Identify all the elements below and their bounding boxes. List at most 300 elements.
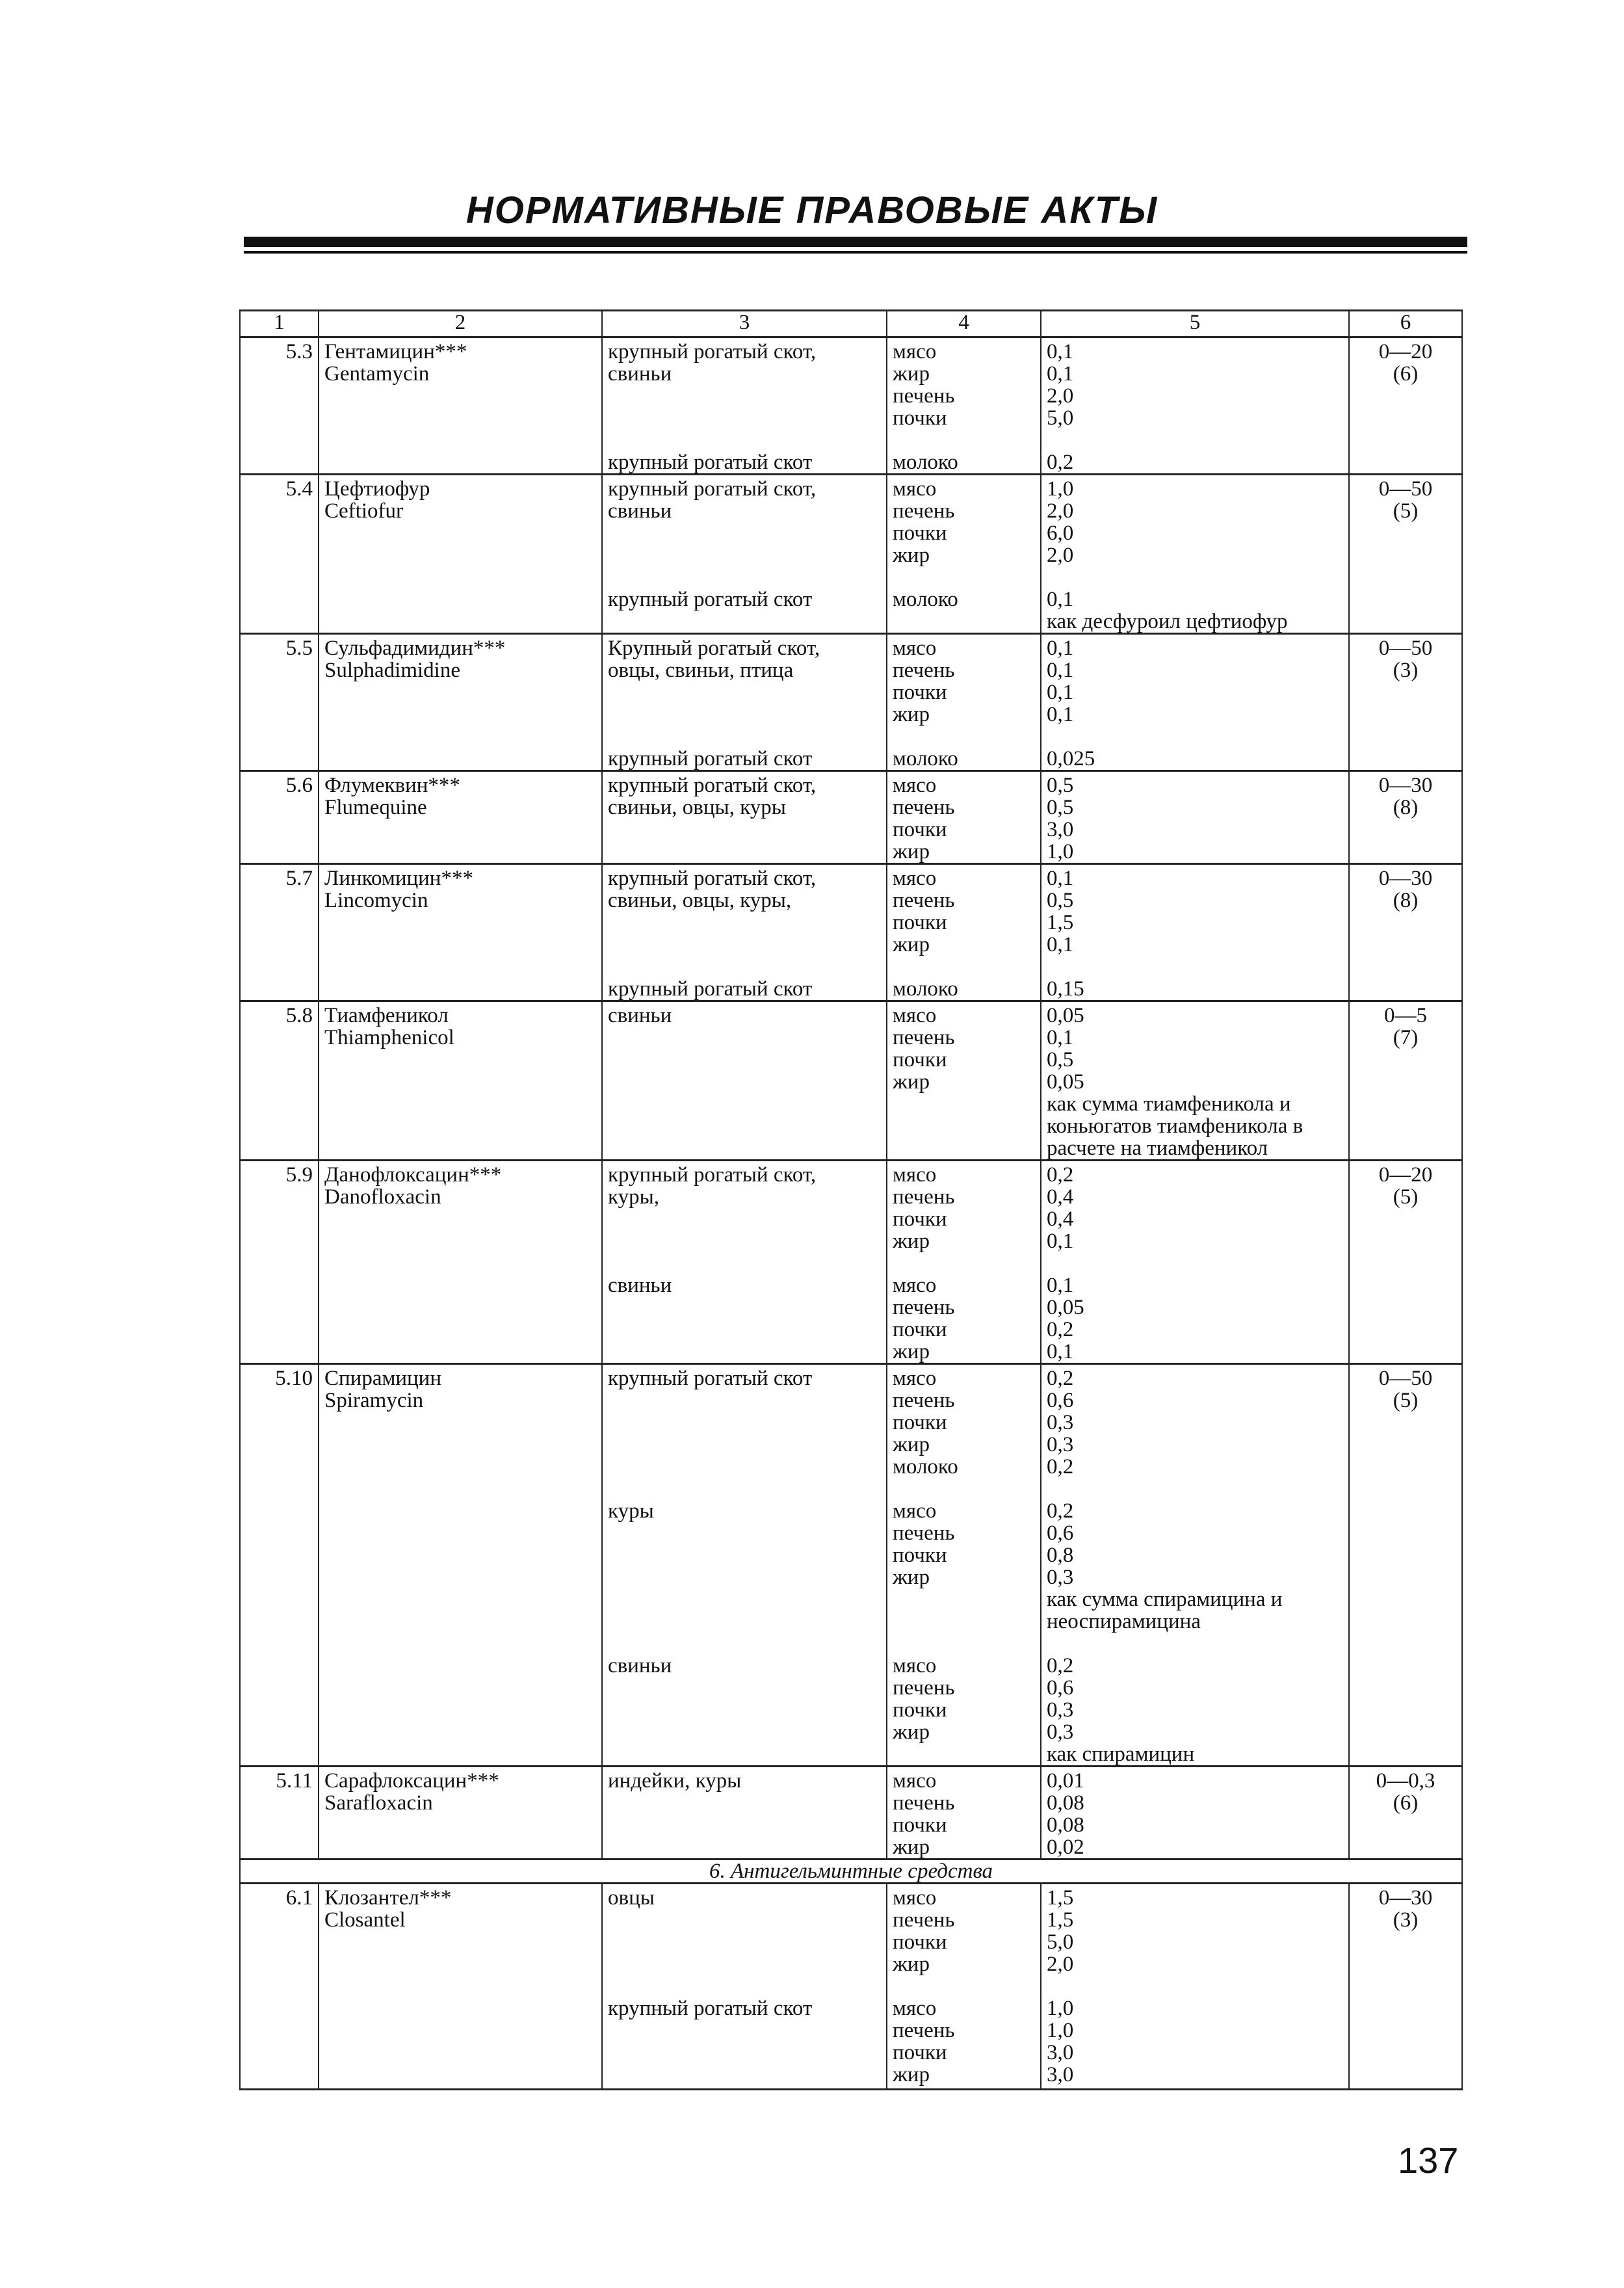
substance-name-en: Sarafloxacin	[324, 1791, 433, 1815]
adi-cell	[1349, 771, 1462, 864]
section-heading: 6. Антигельминтные средства	[240, 1860, 1462, 1884]
mrl-value: 1,5	[1047, 1908, 1074, 1932]
substance-name-en: Lincomycin	[324, 889, 428, 912]
substance-cell	[319, 1252, 602, 1364]
tissue-cell	[887, 956, 1041, 1001]
substance-cell	[319, 429, 602, 475]
mrl-value: 0,3	[1047, 1698, 1074, 1722]
animal-species-cell	[602, 1478, 887, 1633]
mrl-note: коньюгатов тиамфеникола в	[1047, 1114, 1303, 1138]
mrl-note: как сумма спирамицина и	[1047, 1588, 1283, 1611]
mrl-value: 1,0	[1047, 840, 1074, 863]
mrl-value: 0,05	[1047, 1296, 1084, 1319]
animal-species-cell	[602, 1767, 887, 1860]
entry-number-cell	[240, 1161, 319, 1253]
mrl-value: 0,3	[1047, 1411, 1074, 1434]
column-header: 6	[1349, 311, 1462, 337]
mrl-value: 1,5	[1047, 911, 1074, 934]
substance-cell	[319, 337, 602, 430]
mrl-value: 0,02	[1047, 1835, 1084, 1859]
spacer	[1047, 956, 1343, 978]
mrl-value: 0,1	[1047, 1026, 1074, 1049]
table-row	[240, 1884, 1462, 1976]
tissue-name: почки	[893, 1544, 947, 1567]
spacer	[1047, 726, 1343, 748]
mrl-value: 5,0	[1047, 1930, 1074, 1954]
substance-name-ru: Сульфадимидин***	[324, 637, 506, 660]
mrl-value: 0,6	[1047, 1676, 1074, 1700]
entry-number-cell	[240, 1364, 319, 1479]
table-row	[240, 1252, 1462, 1364]
animal-species: свиньи, овцы, куры	[608, 796, 786, 819]
tissue-name: почки	[893, 1411, 947, 1434]
substance-name-en: Danofloxacin	[324, 1185, 441, 1209]
tissue-cell	[887, 1252, 1041, 1364]
animal-species-cell	[602, 956, 887, 1001]
tissue-name: мясо	[893, 1004, 937, 1027]
entry-number: 5.9	[285, 1163, 313, 1187]
tissue-name: почки	[893, 681, 947, 704]
substance-cell	[319, 1884, 602, 1976]
mrl-value: 0,1	[1047, 362, 1074, 386]
adi-cell	[1349, 1364, 1462, 1479]
tissue-name: мясо	[893, 867, 937, 890]
adi-reference: (6)	[1393, 362, 1419, 386]
column-header: 1	[240, 311, 319, 337]
mrl-value: 0,2	[1047, 451, 1074, 474]
entry-number-cell	[240, 1252, 319, 1364]
substance-cell	[319, 1633, 602, 1767]
table-row	[240, 337, 1462, 430]
mrl-value: 3,0	[1047, 818, 1074, 841]
spacer	[893, 566, 1035, 588]
mrl-value: 2,0	[1047, 384, 1074, 408]
spacer	[1047, 1478, 1343, 1500]
entry-number-cell	[240, 1884, 319, 1976]
substance-cell	[319, 864, 602, 956]
header-rule-thin	[244, 251, 1467, 254]
entry-number-cell	[240, 429, 319, 475]
adi-value: 0—50	[1378, 1367, 1433, 1390]
adi-cell	[1349, 726, 1462, 771]
entry-number: 5.3	[285, 340, 313, 363]
mrl-value: 0,6	[1047, 1521, 1074, 1545]
tissue-name: мясо	[893, 340, 937, 363]
animal-species-cell	[602, 1975, 887, 2090]
tissue-cell	[887, 1001, 1041, 1161]
mrl-value: 0,2	[1047, 1499, 1074, 1523]
tissue-name: мясо	[893, 477, 937, 501]
column-header: 2	[319, 311, 602, 337]
tissue-name: мясо	[893, 1886, 937, 1910]
adi-cell	[1349, 429, 1462, 475]
mrl-note: как сумма тиамфеникола и	[1047, 1092, 1291, 1116]
mrl-note: как десфуроил цефтиофур	[1047, 610, 1288, 633]
tissue-cell	[887, 771, 1041, 864]
entry-number: 5.5	[285, 637, 313, 660]
mrl-value: 0,4	[1047, 1185, 1074, 1209]
substance-name-en: Sulphadimidine	[324, 659, 460, 682]
table-row	[240, 1767, 1462, 1860]
spacer	[608, 956, 881, 978]
spacer	[608, 1252, 881, 1274]
adi-value: 0—20	[1378, 340, 1433, 363]
mrl-cell	[1041, 566, 1349, 634]
tissue-cell	[887, 1767, 1041, 1860]
tissue-name: почки	[893, 818, 947, 841]
mrl-value: 0,3	[1047, 1720, 1074, 1744]
tissue-name: печень	[893, 1908, 955, 1932]
mrl-value: 3,0	[1047, 2041, 1074, 2064]
header-rule	[244, 237, 1467, 255]
substance-name-ru: Линкомицин***	[324, 867, 473, 890]
tissue-name: почки	[893, 911, 947, 934]
animal-species-cell	[602, 864, 887, 956]
animal-species-cell	[602, 429, 887, 475]
animal-species: крупный рогатый скот,	[608, 867, 817, 890]
tissue-name: молоко	[893, 747, 958, 770]
table-row	[240, 634, 1462, 726]
tissue-name: печень	[893, 1296, 955, 1319]
entry-number: 5.4	[285, 477, 313, 501]
substance-name-ru: Сарафлоксацин***	[324, 1769, 499, 1793]
adi-value: 0—50	[1378, 637, 1433, 660]
page-number: 137	[1398, 2140, 1459, 2181]
entry-number-cell	[240, 1975, 319, 2090]
entry-number: 5.6	[285, 774, 313, 797]
substance-cell	[319, 1975, 602, 2090]
adi-cell	[1349, 1252, 1462, 1364]
tissue-name: жир	[893, 703, 930, 726]
mrl-value: 0,4	[1047, 1207, 1074, 1231]
entry-number: 6.1	[285, 1886, 313, 1910]
animal-species: крупный рогатый скот,	[608, 1163, 817, 1187]
mrl-value: 0,1	[1047, 1340, 1074, 1363]
mrl-value: 3,0	[1047, 2063, 1074, 2086]
tissue-name: молоко	[893, 1455, 958, 1478]
mrl-value: 6,0	[1047, 521, 1074, 545]
animal-species: крупный рогатый скот	[608, 747, 813, 770]
mrl-value: 0,08	[1047, 1813, 1084, 1837]
tissue-cell	[887, 1975, 1041, 2090]
spacer	[608, 726, 881, 748]
mrl-note: как спирамицин	[1047, 1742, 1195, 1766]
adi-value: 0—30	[1378, 774, 1433, 797]
mrl-cell	[1041, 1884, 1349, 1976]
tissue-name: молоко	[893, 977, 958, 1001]
mrl-value: 0,01	[1047, 1769, 1084, 1793]
mrl-cell	[1041, 634, 1349, 726]
substance-name-ru: Данофлоксацин***	[324, 1163, 502, 1187]
tissue-cell	[887, 475, 1041, 567]
spacer	[893, 1478, 1035, 1500]
mrl-value: 0,1	[1047, 637, 1074, 660]
mrl-value: 0,15	[1047, 977, 1084, 1001]
adi-reference: (5)	[1393, 1389, 1419, 1412]
tissue-name: жир	[893, 1433, 930, 1456]
tissue-name: почки	[893, 2041, 947, 2064]
substance-cell	[319, 1478, 602, 1633]
mrl-cell	[1041, 1633, 1349, 1767]
adi-cell	[1349, 337, 1462, 430]
animal-species: свиньи	[608, 1654, 672, 1677]
substance-name-en: Spiramycin	[324, 1389, 424, 1412]
tissue-name: мясо	[893, 1499, 937, 1523]
spacer	[1047, 1252, 1343, 1274]
tissue-name: жир	[893, 1835, 930, 1859]
tissue-name: почки	[893, 1207, 947, 1231]
animal-species: крупный рогатый скот	[608, 451, 813, 474]
mrl-value: 2,0	[1047, 544, 1074, 566]
adi-value: 0—50	[1378, 477, 1433, 501]
mrl-value: 1,0	[1047, 2019, 1074, 2042]
tissue-name: печень	[893, 2019, 955, 2042]
adi-value: 0—20	[1378, 1163, 1433, 1187]
mrl-value: 0,2	[1047, 1318, 1074, 1341]
tissue-name: печень	[893, 1389, 955, 1412]
adi-cell	[1349, 864, 1462, 956]
substance-cell	[319, 566, 602, 634]
tissue-cell	[887, 1884, 1041, 1976]
mrl-cell	[1041, 1161, 1349, 1253]
table-row	[240, 1161, 1462, 1253]
adi-cell	[1349, 1767, 1462, 1860]
mrl-value: 0,5	[1047, 889, 1074, 912]
tissue-name: почки	[893, 1318, 947, 1341]
entry-number-cell	[240, 1001, 319, 1161]
animal-species-cell	[602, 1884, 887, 1976]
spacer	[608, 566, 881, 588]
mrl-value: 0,2	[1047, 1367, 1074, 1390]
mrl-value: 0,2	[1047, 1654, 1074, 1677]
tissue-name: мясо	[893, 1163, 937, 1187]
animal-species: крупный рогатый скот,	[608, 477, 817, 501]
entry-number-cell	[240, 1767, 319, 1860]
animal-species-cell	[602, 1364, 887, 1479]
mrl-cell	[1041, 864, 1349, 956]
adi-reference: (3)	[1393, 659, 1419, 682]
animal-species: крупный рогатый скот	[608, 1997, 813, 2020]
substance-name-ru: Гентамицин***	[324, 340, 467, 363]
spacer	[1047, 1633, 1343, 1655]
entry-number-cell	[240, 1478, 319, 1633]
mrl-value: 0,025	[1047, 747, 1095, 770]
tissue-name: молоко	[893, 451, 958, 474]
tissue-name: жир	[893, 1229, 930, 1252]
table-body	[240, 311, 1462, 2090]
entry-number: 5.10	[275, 1367, 313, 1390]
mrl-value: 0,3	[1047, 1433, 1074, 1456]
adi-reference: (5)	[1393, 499, 1419, 523]
substance-name-en: Closantel	[324, 1908, 406, 1932]
tissue-cell	[887, 1633, 1041, 1767]
animal-species: куры	[608, 1499, 654, 1523]
entry-number-cell	[240, 771, 319, 864]
tissue-name: почки	[893, 1930, 947, 1954]
adi-value: 0—30	[1378, 1886, 1433, 1910]
mrl-value: 0,1	[1047, 703, 1074, 726]
mrl-value: 0,5	[1047, 796, 1074, 819]
animal-species: крупный рогатый скот	[608, 588, 813, 611]
tissue-name: жир	[893, 544, 930, 566]
table-row	[240, 1633, 1462, 1767]
substance-name-ru: Спирамицин	[324, 1367, 442, 1390]
tissue-name: мясо	[893, 1367, 937, 1390]
animal-species: куры,	[608, 1185, 659, 1209]
entry-number-cell	[240, 634, 319, 726]
adi-cell	[1349, 1001, 1462, 1161]
table-row	[240, 726, 1462, 771]
animal-species-cell	[602, 1161, 887, 1253]
mrl-cell	[1041, 771, 1349, 864]
adi-value: 0—0,3	[1376, 1769, 1435, 1793]
mrl-value: 2,0	[1047, 1953, 1074, 1975]
tissue-name: жир	[893, 1070, 930, 1094]
substance-cell	[319, 1767, 602, 1860]
substance-cell	[319, 771, 602, 864]
adi-cell	[1349, 1478, 1462, 1633]
tissue-name: жир	[893, 1566, 930, 1589]
column-header: 3	[602, 311, 887, 337]
animal-species-cell	[602, 1001, 887, 1161]
adi-value: 0—5	[1384, 1004, 1427, 1027]
substance-name-ru: Клозантел***	[324, 1886, 452, 1910]
tissue-cell	[887, 726, 1041, 771]
tissue-cell	[887, 1161, 1041, 1253]
mrl-value: 0,2	[1047, 1163, 1074, 1187]
substance-cell	[319, 475, 602, 567]
mrl-value: 0,1	[1047, 1274, 1074, 1297]
substance-name-ru: Тиамфеникол	[324, 1004, 449, 1027]
tissue-name: печень	[893, 1521, 955, 1545]
tissue-name: печень	[893, 889, 955, 912]
substance-name-en: Flumequine	[324, 796, 427, 819]
mrl-cell	[1041, 1767, 1349, 1860]
entry-number: 5.8	[285, 1004, 313, 1027]
spacer	[1047, 429, 1343, 451]
mrl-value: 0,05	[1047, 1070, 1084, 1094]
animal-species-cell	[602, 1633, 887, 1767]
tissue-name: печень	[893, 1791, 955, 1815]
adi-cell	[1349, 634, 1462, 726]
animal-species-cell	[602, 634, 887, 726]
animal-species: крупный рогатый скот,	[608, 340, 817, 363]
mrl-cell	[1041, 1001, 1349, 1161]
tissue-cell	[887, 1478, 1041, 1633]
mrl-value: 0,5	[1047, 774, 1074, 797]
spacer	[1047, 566, 1343, 588]
tissue-name: жир	[893, 362, 930, 386]
mrl-value: 0,1	[1047, 867, 1074, 890]
spacer	[893, 429, 1035, 451]
column-header: 5	[1041, 311, 1349, 337]
tissue-cell	[887, 864, 1041, 956]
substance-name-ru: Цефтиофур	[324, 477, 430, 501]
spacer	[893, 1252, 1035, 1274]
mrl-value: 0,1	[1047, 340, 1074, 363]
tissue-name: почки	[893, 1813, 947, 1837]
substance-cell	[319, 1001, 602, 1161]
entry-number: 5.7	[285, 867, 313, 890]
substance-name-ru: Флумеквин***	[324, 774, 460, 797]
mrl-cell	[1041, 1364, 1349, 1479]
entry-number-cell	[240, 475, 319, 567]
animal-species: свиньи	[608, 499, 672, 523]
substance-cell	[319, 1364, 602, 1479]
adi-reference: (3)	[1393, 1908, 1419, 1932]
mrl-cell	[1041, 956, 1349, 1001]
tissue-cell	[887, 337, 1041, 430]
animal-species: свиньи	[608, 1274, 672, 1297]
tissue-name: печень	[893, 796, 955, 819]
table-row	[240, 1364, 1462, 1479]
mrl-value: 0,5	[1047, 1048, 1074, 1072]
entry-number-cell	[240, 726, 319, 771]
tissue-name: мясо	[893, 1654, 937, 1677]
animal-species-cell	[602, 337, 887, 430]
animal-species: свиньи, овцы, куры,	[608, 889, 792, 912]
tissue-name: мясо	[893, 1997, 937, 2020]
page-header-title: НОРМАТИВНЫЕ ПРАВОВЫЕ АКТЫ	[465, 189, 1159, 231]
substance-cell	[319, 726, 602, 771]
animal-species-cell	[602, 1252, 887, 1364]
mrl-cell	[1041, 1252, 1349, 1364]
mrl-value: 0,1	[1047, 588, 1074, 611]
entry-number-cell	[240, 956, 319, 1001]
tissue-cell	[887, 1364, 1041, 1479]
adi-cell	[1349, 475, 1462, 567]
tissue-name: печень	[893, 499, 955, 523]
mrl-value: 0,1	[1047, 1229, 1074, 1252]
tissue-name: мясо	[893, 774, 937, 797]
entry-number-cell	[240, 566, 319, 634]
animal-species: Крупный рогатый скот,	[608, 637, 820, 660]
mrl-note: неоспирамицина	[1047, 1610, 1201, 1633]
substance-name-en: Ceftiofur	[324, 499, 403, 523]
adi-cell	[1349, 1633, 1462, 1767]
tissue-name: мясо	[893, 1274, 937, 1297]
spacer	[893, 956, 1035, 978]
adi-reference: (6)	[1393, 1791, 1419, 1815]
mrl-value: 0,05	[1047, 1004, 1084, 1027]
animal-species: свиньи	[608, 1004, 672, 1027]
mrl-value: 5,0	[1047, 406, 1074, 429]
substance-name-en: Gentamycin	[324, 362, 430, 386]
tissue-name: почки	[893, 406, 947, 429]
spacer	[608, 1478, 881, 1500]
table-row	[240, 566, 1462, 634]
mrl-value: 0,08	[1047, 1791, 1084, 1815]
tissue-name: жир	[893, 1720, 930, 1744]
animal-species: крупный рогатый скот,	[608, 774, 817, 797]
animal-species-cell	[602, 726, 887, 771]
mrl-value: 1,0	[1047, 1997, 1074, 2020]
substance-cell	[319, 634, 602, 726]
animal-species: индейки, куры	[608, 1769, 742, 1793]
spacer	[608, 429, 881, 451]
adi-cell	[1349, 1161, 1462, 1253]
table-row	[240, 864, 1462, 956]
adi-value: 0—30	[1378, 867, 1433, 890]
table-row	[240, 475, 1462, 567]
adi-cell	[1349, 1884, 1462, 1976]
tissue-name: мясо	[893, 637, 937, 660]
tissue-name: почки	[893, 521, 947, 545]
header-rule-thick	[244, 237, 1467, 247]
mrl-value: 0,3	[1047, 1566, 1074, 1589]
animal-species-cell	[602, 475, 887, 567]
animal-species: свиньи	[608, 362, 672, 386]
